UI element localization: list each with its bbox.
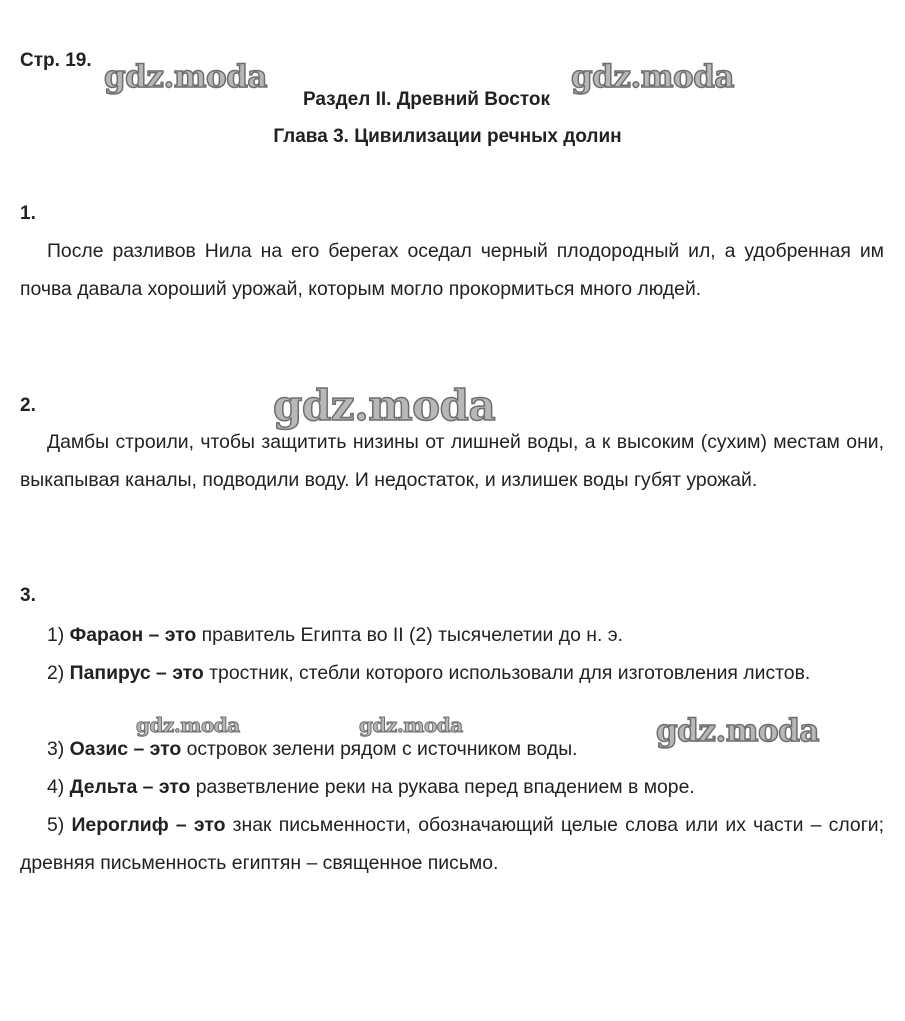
definition-text: знак письменности, обозначающий целые слова или их части – слоги; древняя письменность египтян – священное письмо.	[20, 814, 884, 874]
definition-item	[20, 806, 884, 882]
definition-item	[20, 616, 884, 654]
definition-item	[20, 768, 884, 806]
task-2-text: Дамбы строили, чтобы защитить низины от лишней воды, а к высоким (сухим) местам они, выкапывая каналы, подводили воду. И недостаток, и излишек воды губят урожай.	[20, 431, 884, 491]
chapter-title: Глава 3. Цивилизации речных долин	[273, 126, 622, 147]
definition-text: тростник, стебли которого использовали для изготовления листов.	[203, 662, 811, 684]
definition-term: Дельта – это	[69, 776, 191, 798]
definition-prefix: 5)	[47, 814, 72, 836]
definition-prefix: 3)	[47, 738, 70, 760]
definition-term: Фараон – это	[69, 624, 197, 646]
watermark: gdz.moda	[571, 59, 734, 95]
watermark: gdz.moda	[273, 381, 496, 430]
definition-item	[20, 730, 884, 768]
watermark: gdz.moda	[136, 713, 240, 737]
section-title: Раздел II. Древний Восток	[302, 89, 551, 110]
definition-term: Папирус – это	[69, 662, 204, 684]
watermark: gdz.moda	[359, 713, 463, 737]
task-3-number: 3.	[20, 585, 36, 606]
task-1-number: 1.	[20, 203, 36, 224]
definition-item	[20, 654, 884, 692]
task-2-number: 2.	[20, 395, 36, 416]
task-1-text: После разливов Нила на его берегах оседал черный плодородный ил, а удобренная им почва давала хороший урожай, которым могло прокормиться много людей.	[20, 240, 884, 300]
definition-prefix: 1)	[47, 624, 70, 646]
definition-text: правитель Египта во II (2) тысячелетии до н. э.	[196, 624, 624, 646]
definition-term: Оазис – это	[69, 738, 182, 760]
definition-prefix: 4)	[47, 776, 70, 798]
definition-prefix: 2)	[47, 662, 70, 684]
definition-term: Иероглиф – это	[71, 814, 226, 836]
watermark: gdz.moda	[656, 713, 819, 749]
page-number: Стр. 19.	[20, 50, 92, 71]
watermark: gdz.moda	[104, 59, 267, 95]
definition-text: разветвление реки на рукава перед впадением в море.	[190, 776, 695, 798]
definition-text: островок зелени рядом с источником воды.	[181, 738, 578, 760]
